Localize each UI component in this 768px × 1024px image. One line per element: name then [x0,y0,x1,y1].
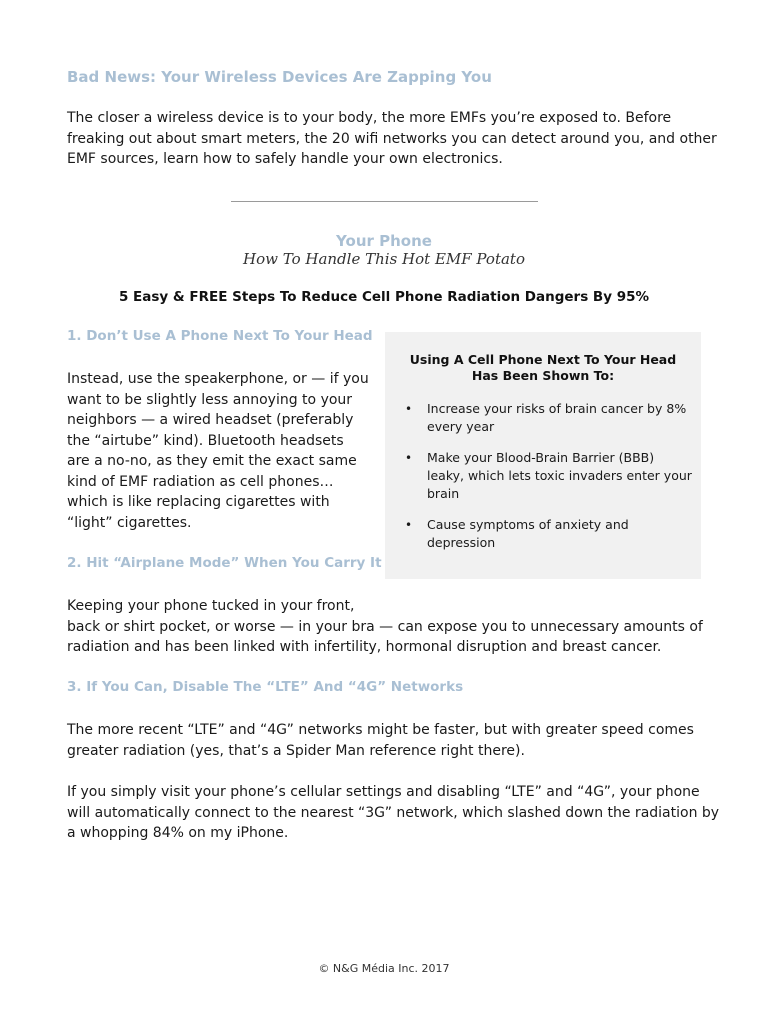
step3-line: If you simply visit your phone’s cellular settings and disabling “LTE” and “4G”, your phone [67,784,700,800]
step2-line: radiation and has been linked with infertility, hormonal disruption and breast cancer. [67,639,662,655]
bullet-icon: • [405,518,413,532]
sidebar-title-line: Using A Cell Phone Next To Your Head [409,352,677,367]
section-divider [231,201,538,202]
step1-line: the “airtube” kind). Bluetooth headsets [67,432,344,449]
step1-line: neighbors — a wired headset (preferably [67,412,354,428]
bullet-icon: • [405,451,413,465]
step3-paragraph-2 [67,782,720,844]
section-subtitle: How To Handle This Hot EMF Potato [243,250,525,268]
section-title: Your Phone [336,232,432,250]
steps-heading: 5 Easy & FREE Steps To Reduce Cell Phone Radiation Dangers By 95% [118,289,650,305]
step3-line: greater radiation (yes, that’s a Spider Man reference right there). [67,742,525,759]
step1-line: want to be slightly less annoying to your [67,391,353,408]
sidebar-list-item [385,516,692,552]
step3-line: a whopping 84% on my iPhone. [67,825,289,841]
step2-line: Keeping your phone tucked in your front, [67,598,355,614]
sidebar-list-item [385,449,692,503]
step3-heading: 3. If You Can, Disable The “LTE” And “4G” Networks [67,679,464,695]
sidebar-title-line: Has Been Shown To: [471,368,615,383]
step3-line: will automatically connect to the nearest “3G” network, which slashed down the radiation by [67,804,720,821]
intro-line: The closer a wireless device is to your body, the more EMFs you’re exposed to. Before [67,110,672,126]
step1-line: which is like replacing cigarettes with [67,494,330,510]
step3-paragraph-1 [67,720,707,761]
step1-line: Instead, use the speakerphone, or — if you [67,371,369,387]
sidebar-callout-box [385,332,701,579]
sidebar-list [385,400,692,565]
sidebar-item-line: Cause symptoms of anxiety and [427,517,629,532]
step2-heading: 2. Hit “Airplane Mode” When You Carry It [67,555,382,571]
sidebar-title [385,352,701,384]
intro-line: freaking out about smart meters, the 20 wifi networks you can detect around you, and other [67,130,717,147]
sidebar-item-line: depression [427,535,496,550]
step2-line: back or shirt pocket, or worse — in your bra — can expose you to unnecessary amounts of [67,618,703,635]
sidebar-item-line: every year [427,419,495,434]
sidebar-list-item [385,400,692,436]
sidebar-item-line: Make your Blood-Brain Barrier (BBB) [427,450,655,465]
step1-heading: 1. Don’t Use A Phone Next To Your Head [67,328,373,344]
intro-line: EMF sources, learn how to safely handle your own electronics. [67,151,503,167]
sidebar-item-line: brain [427,486,460,501]
step2-paragraph [67,596,707,658]
step1-line: are a no-no, as they emit the exact same [67,453,357,469]
intro-paragraph [67,108,717,170]
step1-paragraph [67,369,367,533]
sidebar-item-line: leaky, which lets toxic invaders enter your [427,468,692,483]
footer-copyright: © N&G Média Inc. 2017 [318,962,450,975]
main-heading: Bad News: Your Wireless Devices Are Zapping You [67,68,492,86]
step1-line: “light” cigarettes. [67,514,192,531]
bullet-icon: • [405,402,413,416]
step3-line: The more recent “LTE” and “4G” networks might be faster, but with greater speed comes [67,722,694,738]
sidebar-item-line: Increase your risks of brain cancer by 8% [427,401,687,416]
step1-line: kind of EMF radiation as cell phones… [67,473,334,490]
